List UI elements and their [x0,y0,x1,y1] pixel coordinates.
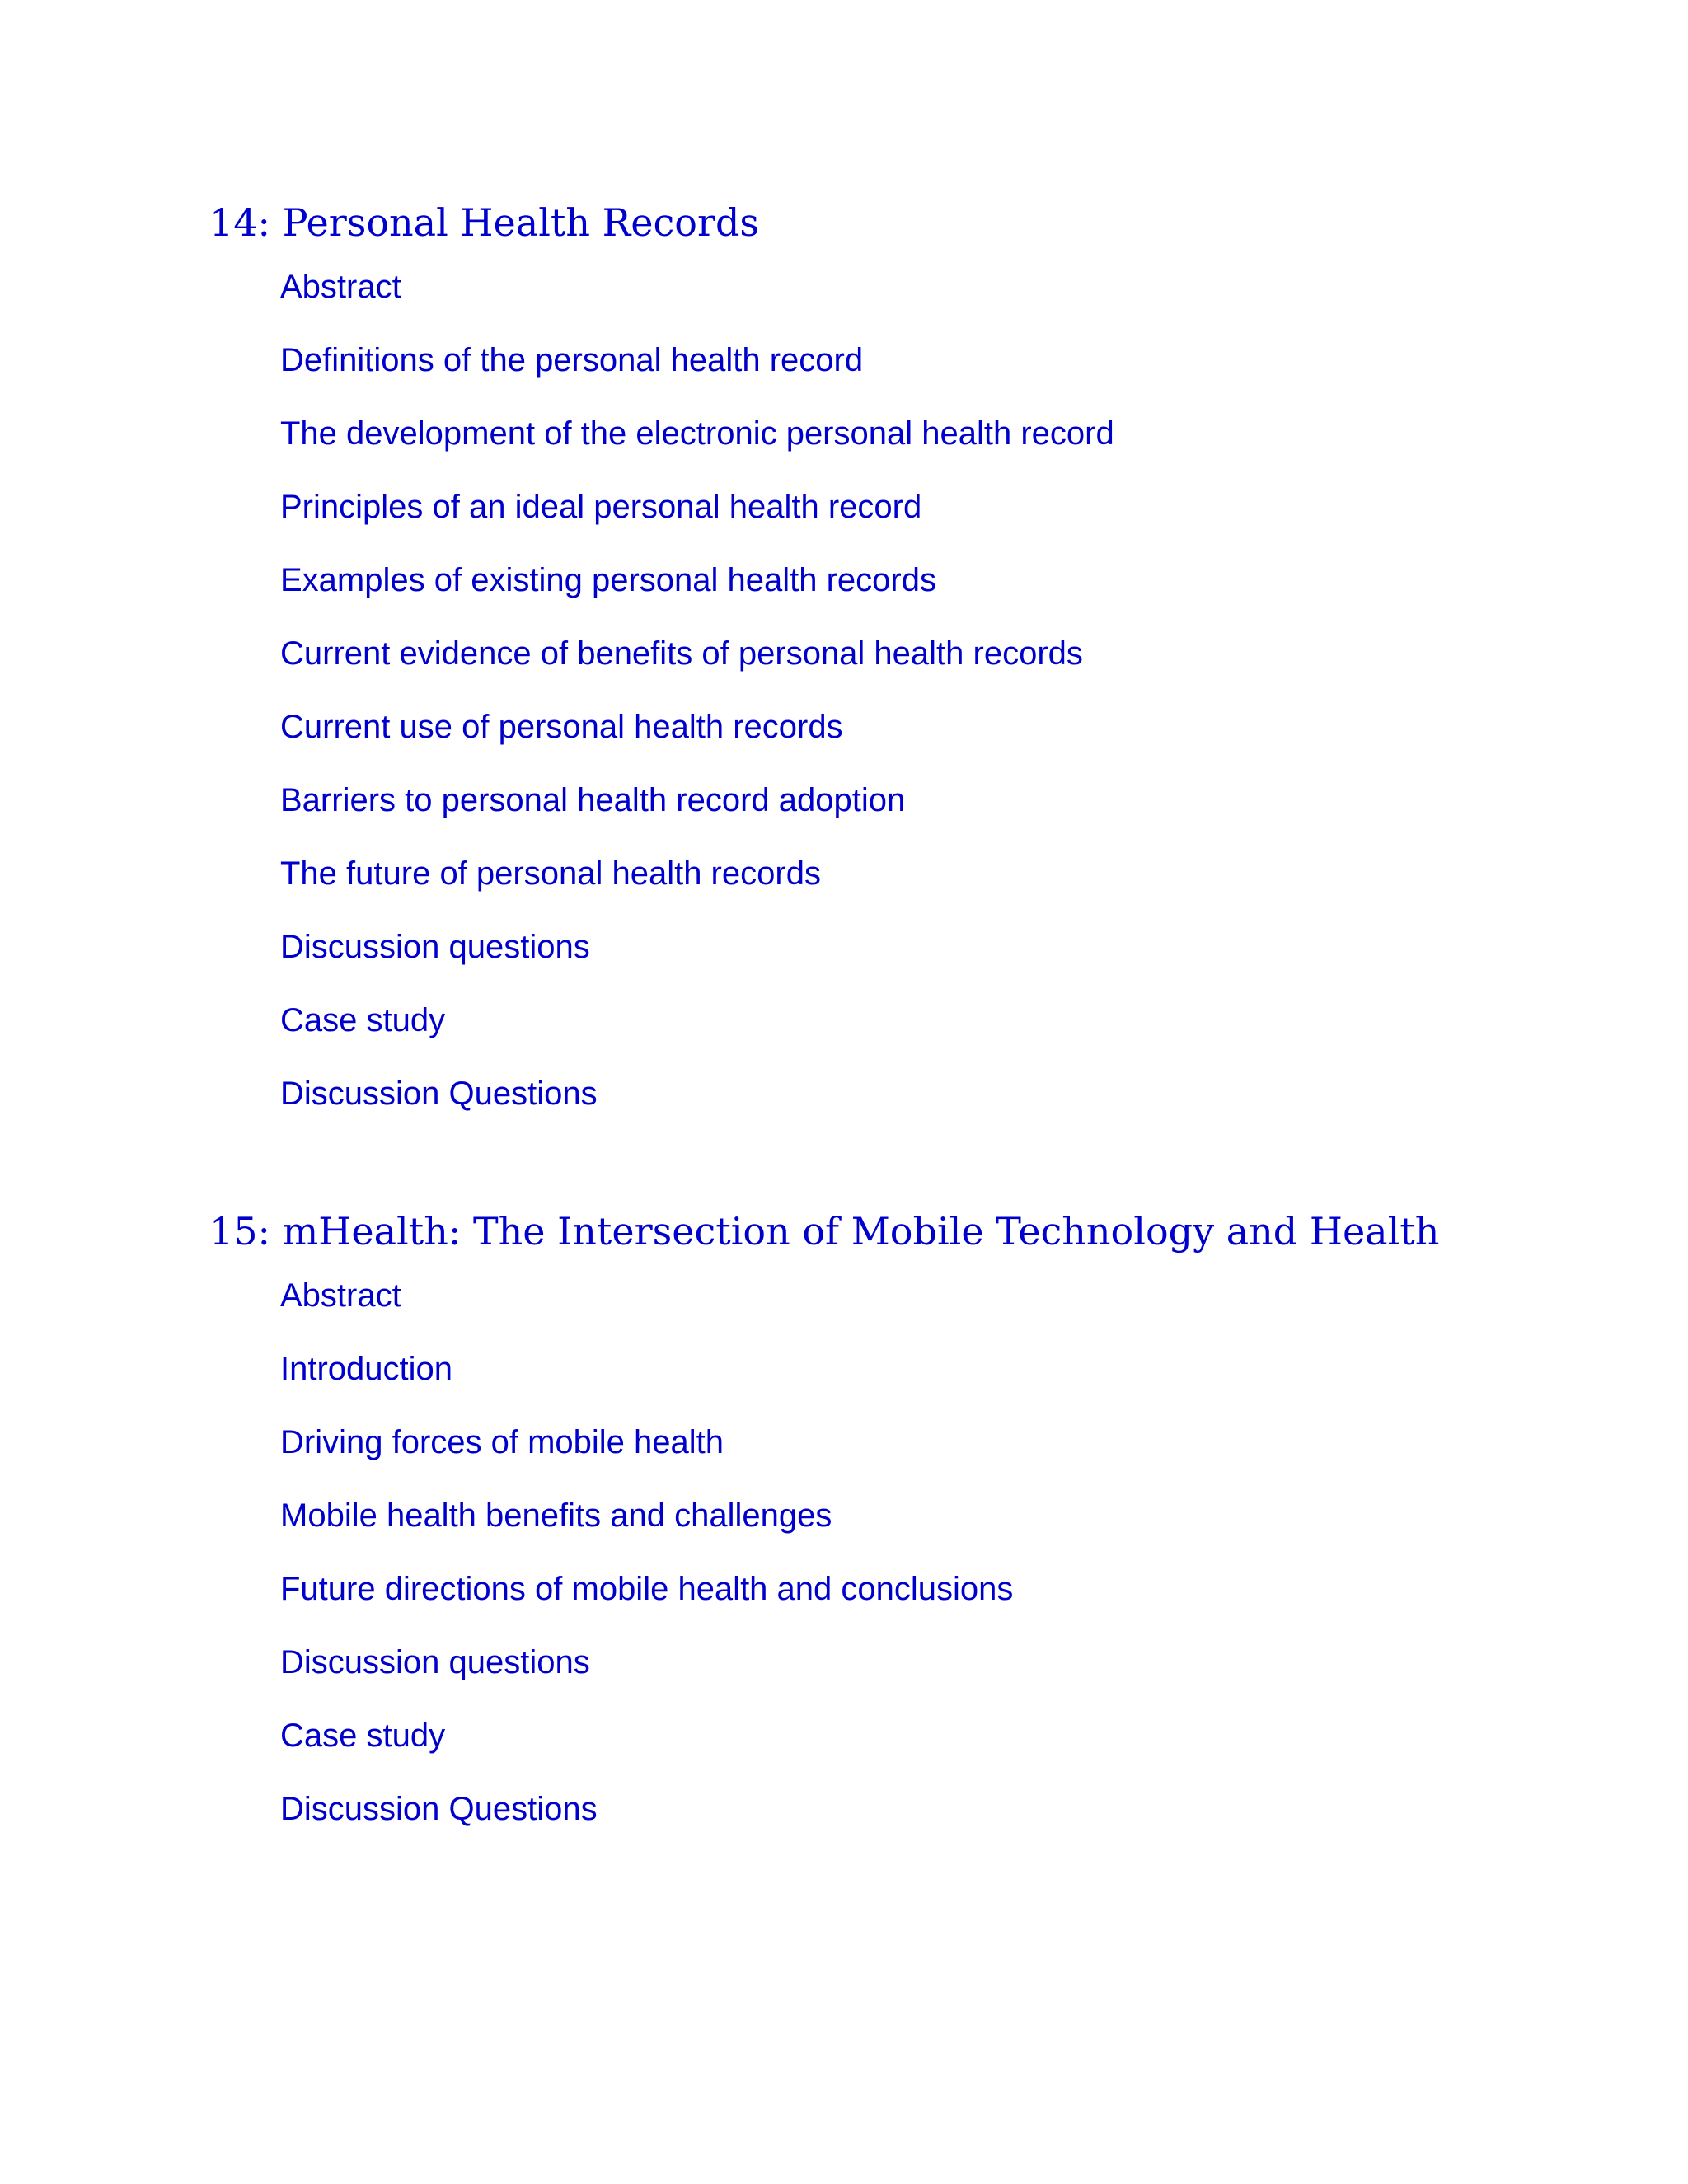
toc-entry [209,1566,1611,1639]
toc-entry [209,851,1611,924]
toc-entry [209,1639,1611,1713]
toc-entry-link[interactable]: Examples of existing personal health records [280,562,936,598]
toc-entry-link[interactable]: Future directions of mobile health and conclusions [280,1571,1014,1607]
toc-entry [209,557,1611,630]
toc-entry [209,704,1611,777]
toc-entry [209,1419,1611,1493]
toc-entry [209,997,1611,1071]
toc-entry-link[interactable]: Barriers to personal health record adoption [280,782,906,818]
toc-entry-link[interactable]: Current use of personal health records [280,709,843,745]
toc-entry-link[interactable]: Principles of an ideal personal health record [280,489,922,525]
chapter-entries-list [209,1272,1611,1859]
toc-entry-link[interactable]: Discussion questions [280,1644,590,1680]
toc-entry-link[interactable]: Discussion Questions [280,1076,598,1112]
toc-entry-link[interactable]: Abstract [280,269,401,305]
toc-entry [209,484,1611,557]
toc-entry-link[interactable]: Current evidence of benefits of personal health records [280,635,1083,672]
toc-chapter-14 [209,196,1611,1144]
toc-entry-link[interactable]: Abstract [280,1277,401,1314]
toc-entry-link[interactable]: The development of the electronic personal health record [280,415,1114,452]
toc-entry [209,1071,1611,1144]
toc-entry-link[interactable]: Definitions of the personal health record [280,342,864,378]
toc-chapter-15 [209,1205,1611,1859]
toc-entry [209,1272,1611,1346]
toc-entry-link[interactable]: Case study [280,1002,446,1038]
toc-entry-link[interactable]: The future of personal health records [280,855,821,892]
toc-entry [209,1713,1611,1786]
toc-entry [209,1346,1611,1419]
chapter-title-link[interactable]: 14: Personal Health Records [209,200,759,245]
toc-entry [209,777,1611,851]
toc-entry-link[interactable]: Case study [280,1718,446,1754]
toc-entry [209,630,1611,704]
toc-entry-link[interactable]: Discussion questions [280,929,590,965]
chapter-title-link[interactable]: 15: mHealth: The Intersection of Mobile Technology and Health [209,1209,1440,1254]
toc-entry-link[interactable]: Introduction [280,1351,453,1387]
chapter-entries-list [209,264,1611,1144]
toc-entry [209,337,1611,410]
toc-entry-link[interactable]: Driving forces of mobile health [280,1424,724,1460]
toc-entry [209,264,1611,337]
toc-entry [209,410,1611,484]
toc-entry [209,1493,1611,1566]
toc-entry-link[interactable]: Discussion Questions [280,1791,598,1827]
toc-entry [209,1786,1611,1859]
toc-entry-link[interactable]: Mobile health benefits and challenges [280,1497,832,1534]
toc-entry [209,924,1611,997]
